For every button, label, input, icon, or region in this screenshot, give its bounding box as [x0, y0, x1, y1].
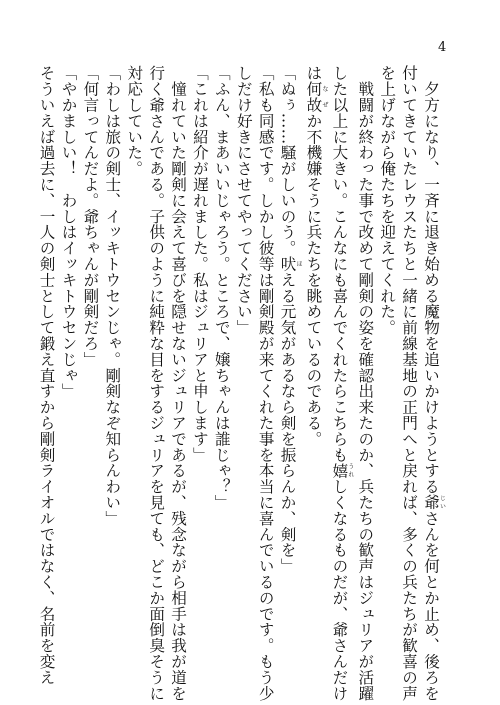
- text-line-17: 「やかましい！ わしはイッキトウセンじゃ」: [59, 65, 78, 399]
- ruby-ureshiku: 嬉うれ: [330, 462, 354, 479]
- text-line-13: 行く爺さんである。子供のように純粋な目をするジュリアを見ても、どこか面倒臭そうに: [147, 65, 166, 701]
- page-number: 4: [438, 40, 447, 55]
- vertical-text-body: [35, 65, 446, 702]
- ruby-jiisan: 爺じい: [422, 494, 446, 511]
- text-line-15: 「わしは旅の剣士、イッキトウセンじゃ。剛剣なぞ知らんわい」: [103, 65, 122, 527]
- text-line-12: 憧れていた剛剣に会えて喜びを隠せないジュリアであるが、残念ながら相手は我が道を: [169, 80, 188, 702]
- text-line-5: した以上に大きい。こんなにも喜んでくれたらこちらも嬉うれしくなるものだが、爺さんだけ: [330, 65, 354, 702]
- ruby-hoeru: 吠ほ: [278, 255, 303, 272]
- text-line-14: 対応していた。: [125, 65, 144, 177]
- text-line-8: 「私も同感です。しかし彼等は剛剣殿が来てくれた事を本当に喜んでいるのです。もう少: [256, 65, 275, 701]
- text-line-2: 付いてきていたレウスたちと一緒に前線基地の正門へと戻れば、多くの兵たちが歓喜の声: [400, 65, 419, 701]
- text-line-18: そういえば過去に、一人の剣士として鍛え直すから剛剣ライオルではなく、名前を変え: [37, 65, 56, 686]
- text-line-7: 「ぬぅ……騒がしいのう。吠ほえる元気があるなら剣を振らんか、剣を」: [278, 65, 303, 574]
- text-line-4: 戦闘が終わった事で改めて剛剣の姿を確認出来たのか、兵たちの歓声はジュリアが活躍: [356, 80, 375, 702]
- text-line-10: 「ふん、まあいいじゃろう。ところで、嬢ちゃんは誰じゃ？」: [212, 65, 231, 511]
- text-line-16: 「何言ってんだよ。爺ちゃんが剛剣だろ」: [81, 65, 100, 368]
- text-line-1: 夕方になり、一斉に退き始める魔物を追いかけようとする爺じいさんを何とか止め、後ろを: [422, 80, 446, 702]
- text-line-11: 「これは紹介が遅れました。私はジュリアと申します」: [190, 65, 209, 463]
- text-line-9: しだけ好きにさせてやってください」: [234, 65, 253, 336]
- ruby-naze: 何故なぜ: [304, 80, 328, 113]
- text-line-3: を上げながら俺たちを迎えてくれた。: [378, 65, 397, 336]
- text-line-6: は何故なぜか不機嫌そうに兵たちを眺めているのである。: [304, 65, 328, 447]
